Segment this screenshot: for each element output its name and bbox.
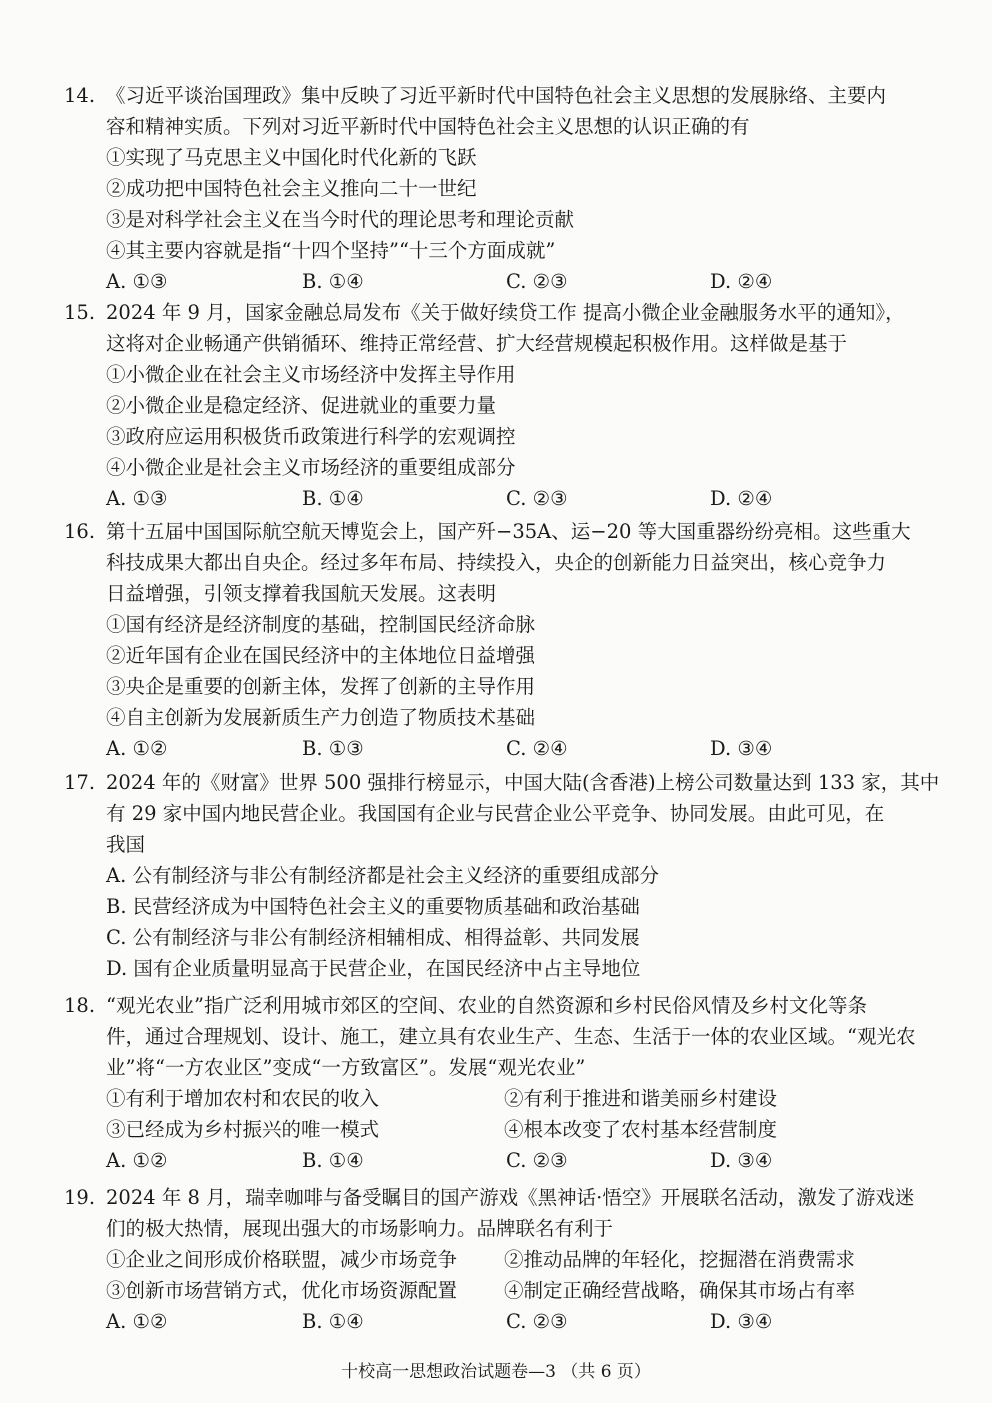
question-19 xyxy=(64,1182,924,1337)
question-stem-line: “观光农业”指广泛利用城市郊区的空间、农业的自然资源和乡村民俗风情及乡村文化等条 xyxy=(106,994,867,1017)
option-c: C. ②③ xyxy=(506,1310,568,1333)
statement: ④根本改变了农村基本经营制度 xyxy=(504,1118,778,1141)
statement: ③创新市场营销方式，优化市场资源配置 xyxy=(106,1279,458,1302)
question-number: 16. xyxy=(64,520,96,543)
statement: ③已经成为乡村振兴的唯一模式 xyxy=(106,1118,380,1141)
answer-options xyxy=(64,1306,924,1337)
answer-options xyxy=(64,1145,924,1176)
statement: ②推动品牌的年轻化，挖掘潜在消费需求 xyxy=(504,1248,856,1271)
question-15 xyxy=(64,297,924,514)
page-footer: 十校高一思想政治试题卷—3 （共 6 页） xyxy=(341,1362,651,1382)
question-stem-line: 业”将“一方农业区”变成“一方致富区”。发展“观光农业” xyxy=(106,1056,586,1079)
question-stem-line: 有 29 家中国内地民营企业。我国国有企业与民营企业公平竞争、协同发展。由此可见，在 xyxy=(106,802,885,825)
option-b: B. ①④ xyxy=(302,1310,364,1333)
choice-d: D. 国有企业质量明显高于民营企业，在国民经济中占主导地位 xyxy=(106,957,641,980)
question-18 xyxy=(64,990,924,1176)
question-17 xyxy=(64,767,940,984)
question-stem-line: 第十五届中国国际航空航天博览会上，国产歼−35A、运−20 等大国重器纷纷亮相。这些重大 xyxy=(106,520,911,543)
statement: ①实现了马克思主义中国化时代化新的飞跃 xyxy=(106,146,477,169)
question-16 xyxy=(64,516,924,764)
answer-options xyxy=(64,266,924,297)
question-stem-line: 科技成果大都出自央企。经过多年布局、持续投入，央企的创新能力日益突出，核心竞争力 xyxy=(106,551,887,574)
answer-options xyxy=(64,483,924,514)
option-b: B. ①④ xyxy=(302,487,364,510)
choice-a: A. 公有制经济与非公有制经济都是社会主义经济的重要组成部分 xyxy=(106,864,659,887)
question-number: 17. xyxy=(64,771,96,794)
statement: ③央企是重要的创新主体，发挥了创新的主导作用 xyxy=(106,675,536,698)
option-a: A. ①② xyxy=(106,1149,168,1172)
question-stem-line: 我国 xyxy=(106,833,146,856)
choice-c: C. 公有制经济与非公有制经济相辅相成、相得益彰、共同发展 xyxy=(106,926,640,949)
statement: ①企业之间形成价格联盟，减少市场竞争 xyxy=(106,1248,458,1271)
option-c: C. ②③ xyxy=(506,1149,568,1172)
statement-row xyxy=(64,1244,924,1275)
statement: ④制定正确经营战略，确保其市场占有率 xyxy=(504,1279,856,1302)
statement: ①国有经济是经济制度的基础，控制国民经济命脉 xyxy=(106,613,536,636)
statement: ③政府应运用积极货币政策进行科学的宏观调控 xyxy=(106,425,516,448)
option-c: C. ②③ xyxy=(506,270,568,293)
statement: ①有利于增加农村和农民的收入 xyxy=(106,1087,380,1110)
option-d: D. ②④ xyxy=(710,487,773,510)
option-d: D. ③④ xyxy=(710,737,773,760)
question-number: 15. xyxy=(64,301,96,324)
option-a: A. ①③ xyxy=(106,487,168,510)
statement: ②近年国有企业在国民经济中的主体地位日益增强 xyxy=(106,644,536,667)
option-b: B. ①④ xyxy=(302,270,364,293)
option-d: D. ③④ xyxy=(710,1310,773,1333)
choice-b: B. 民营经济成为中国特色社会主义的重要物质基础和政治基础 xyxy=(106,895,640,918)
option-b: B. ①④ xyxy=(302,1149,364,1172)
question-stem-line: 2024 年 8 月，瑞幸咖啡与备受瞩目的国产游戏《黑神话·悟空》开展联名活动，激发了游戏迷 xyxy=(106,1186,915,1209)
question-stem-line: 2024 年 9 月，国家金融总局发布《关于做好续贷工作 提高小微企业金融服务水平的通知》， xyxy=(106,301,905,324)
option-a: A. ①② xyxy=(106,737,168,760)
statement-row xyxy=(64,1275,924,1306)
option-d: D. ③④ xyxy=(710,1149,773,1172)
question-stem-line: 日益增强，引领支撑着我国航天发展。这表明 xyxy=(106,582,497,605)
question-stem-line: 们的极大热情，展现出强大的市场影响力。品牌联名有利于 xyxy=(106,1217,614,1240)
question-stem-line: 件，通过合理规划、设计、施工，建立具有农业生产、生态、生活于一体的农业区域。“观光农 xyxy=(106,1025,916,1048)
statement: ④小微企业是社会主义市场经济的重要组成部分 xyxy=(106,456,516,479)
option-c: C. ②③ xyxy=(506,487,568,510)
statement: ②有利于推进和谐美丽乡村建设 xyxy=(504,1087,778,1110)
option-a: A. ①③ xyxy=(106,270,168,293)
option-a: A. ①② xyxy=(106,1310,168,1333)
question-stem-line: 2024 年的《财富》世界 500 强排行榜显示，中国大陆(含香港)上榜公司数量达到 133 家，其中 xyxy=(106,771,940,794)
question-stem-line: 这将对企业畅通产供销循环、维持正常经营、扩大经营规模起积极作用。这样做是基于 xyxy=(106,332,848,355)
statement: ③是对科学社会主义在当今时代的理论思考和理论贡献 xyxy=(106,208,575,231)
statement: ④自主创新为发展新质生产力创造了物质技术基础 xyxy=(106,706,536,729)
statement-row xyxy=(64,1083,924,1114)
question-number: 19. xyxy=(64,1186,96,1209)
answer-options xyxy=(64,733,924,764)
question-number: 14. xyxy=(64,84,96,107)
option-c: C. ②④ xyxy=(506,737,568,760)
statement: ①小微企业在社会主义市场经济中发挥主导作用 xyxy=(106,363,516,386)
statement-row xyxy=(64,1114,924,1145)
statement: ②成功把中国特色社会主义推向二十一世纪 xyxy=(106,177,477,200)
statement: ②小微企业是稳定经济、促进就业的重要力量 xyxy=(106,394,497,417)
question-stem-line: 容和精神实质。下列对习近平新时代中国特色社会主义思想的认识正确的有 xyxy=(106,115,750,138)
option-b: B. ①③ xyxy=(302,737,364,760)
statement: ④其主要内容就是指“十四个坚持”“十三个方面成就” xyxy=(106,239,556,262)
question-14 xyxy=(64,80,924,297)
option-d: D. ②④ xyxy=(710,270,773,293)
question-stem-line: 《习近平谈治国理政》集中反映了习近平新时代中国特色社会主义思想的发展脉络、主要内 xyxy=(106,84,887,107)
question-number: 18. xyxy=(64,994,96,1017)
